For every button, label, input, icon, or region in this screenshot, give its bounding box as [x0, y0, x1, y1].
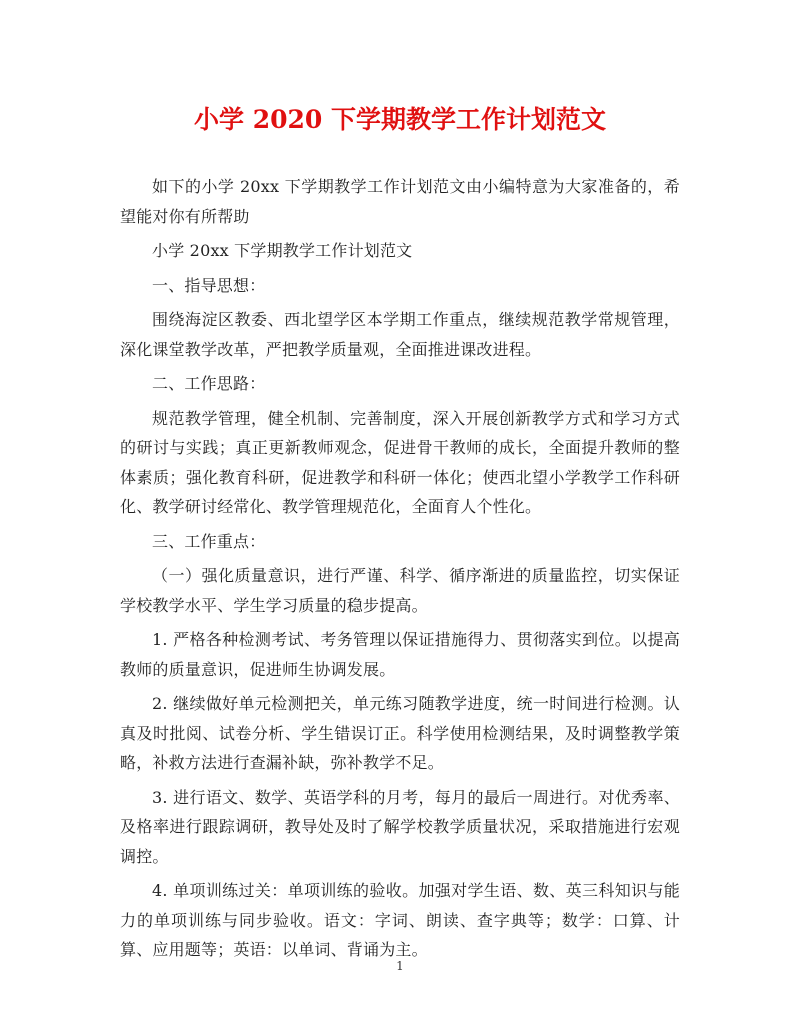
paragraph-quality-awareness: （一）强化质量意识，进行严谨、科学、循序渐进的质量监控，切实保证学校教学水平、学生学习质量的稳步提高。 [120, 566, 680, 615]
list-item-1: 1. 严格各种检测考试、考务管理以保证措施得力、贯彻落实到位。以提高教师的质量意识，促进师生协调发展。 [120, 630, 680, 679]
paragraph-guiding-ideology: 围绕海淀区教委、西北望学区本学期工作重点，继续规范教学常规管理，深化课堂教学改革，严把教学质量观，全面推进课改进程。 [120, 310, 680, 359]
section-heading-work-approach: 二、工作思路： [152, 374, 266, 393]
section-heading-work-focus: 三、工作重点： [152, 531, 266, 551]
section-heading-guiding-ideology: 一、指导思想： [152, 275, 266, 295]
document-body [120, 172, 680, 970]
list-item-3: 3. 进行语文、数学、英语学科的月考，每月的最后一周进行。对优秀率、及格率进行跟踪调研，教导处及时了解学校教学质量状况，采取措施进行宏观调控。 [120, 787, 680, 866]
list-item-4: 4. 单项训练过关：单项训练的验收。加强对学生语、数、英三科知识与能力的单项训练与同步验收。语文：字词、朗读、查字典等；数学：口算、计算、应用题等；英语：以单词、背诵为主。 [120, 881, 680, 959]
list-item-2: 2. 继续做好单元检测把关，单元练习随教学进度，统一时间进行检测。认真及时批阅、试卷分析、学生错误订正。科学使用检测结果，及时调整教学策略，补救方法进行查漏补缺，弥补教学不足。 [120, 694, 680, 772]
page-number: 1 [396, 959, 404, 973]
paragraph-work-approach: 规范教学管理，健全机制、完善制度，深入开展创新教学方式和学习方式的研讨与实践；真正更新教师观念，促进骨干教师的成长，全面提升教师的整体素质；强化教育科研，促进教学和科研一体化；使西北望小学教学工作科研化、教学研讨经常化、教学管理规范化，全面育人个性化。 [120, 408, 680, 516]
subtitle-paragraph: 小学 20xx 下学期教学工作计划范文 [152, 241, 413, 260]
document-title: 小学 2020 下学期教学工作计划范文 [194, 105, 606, 134]
intro-paragraph: 如下的小学 20xx 下学期教学工作计划范文由小编特意为大家准备的，希望能对你有所帮助 [120, 177, 680, 226]
